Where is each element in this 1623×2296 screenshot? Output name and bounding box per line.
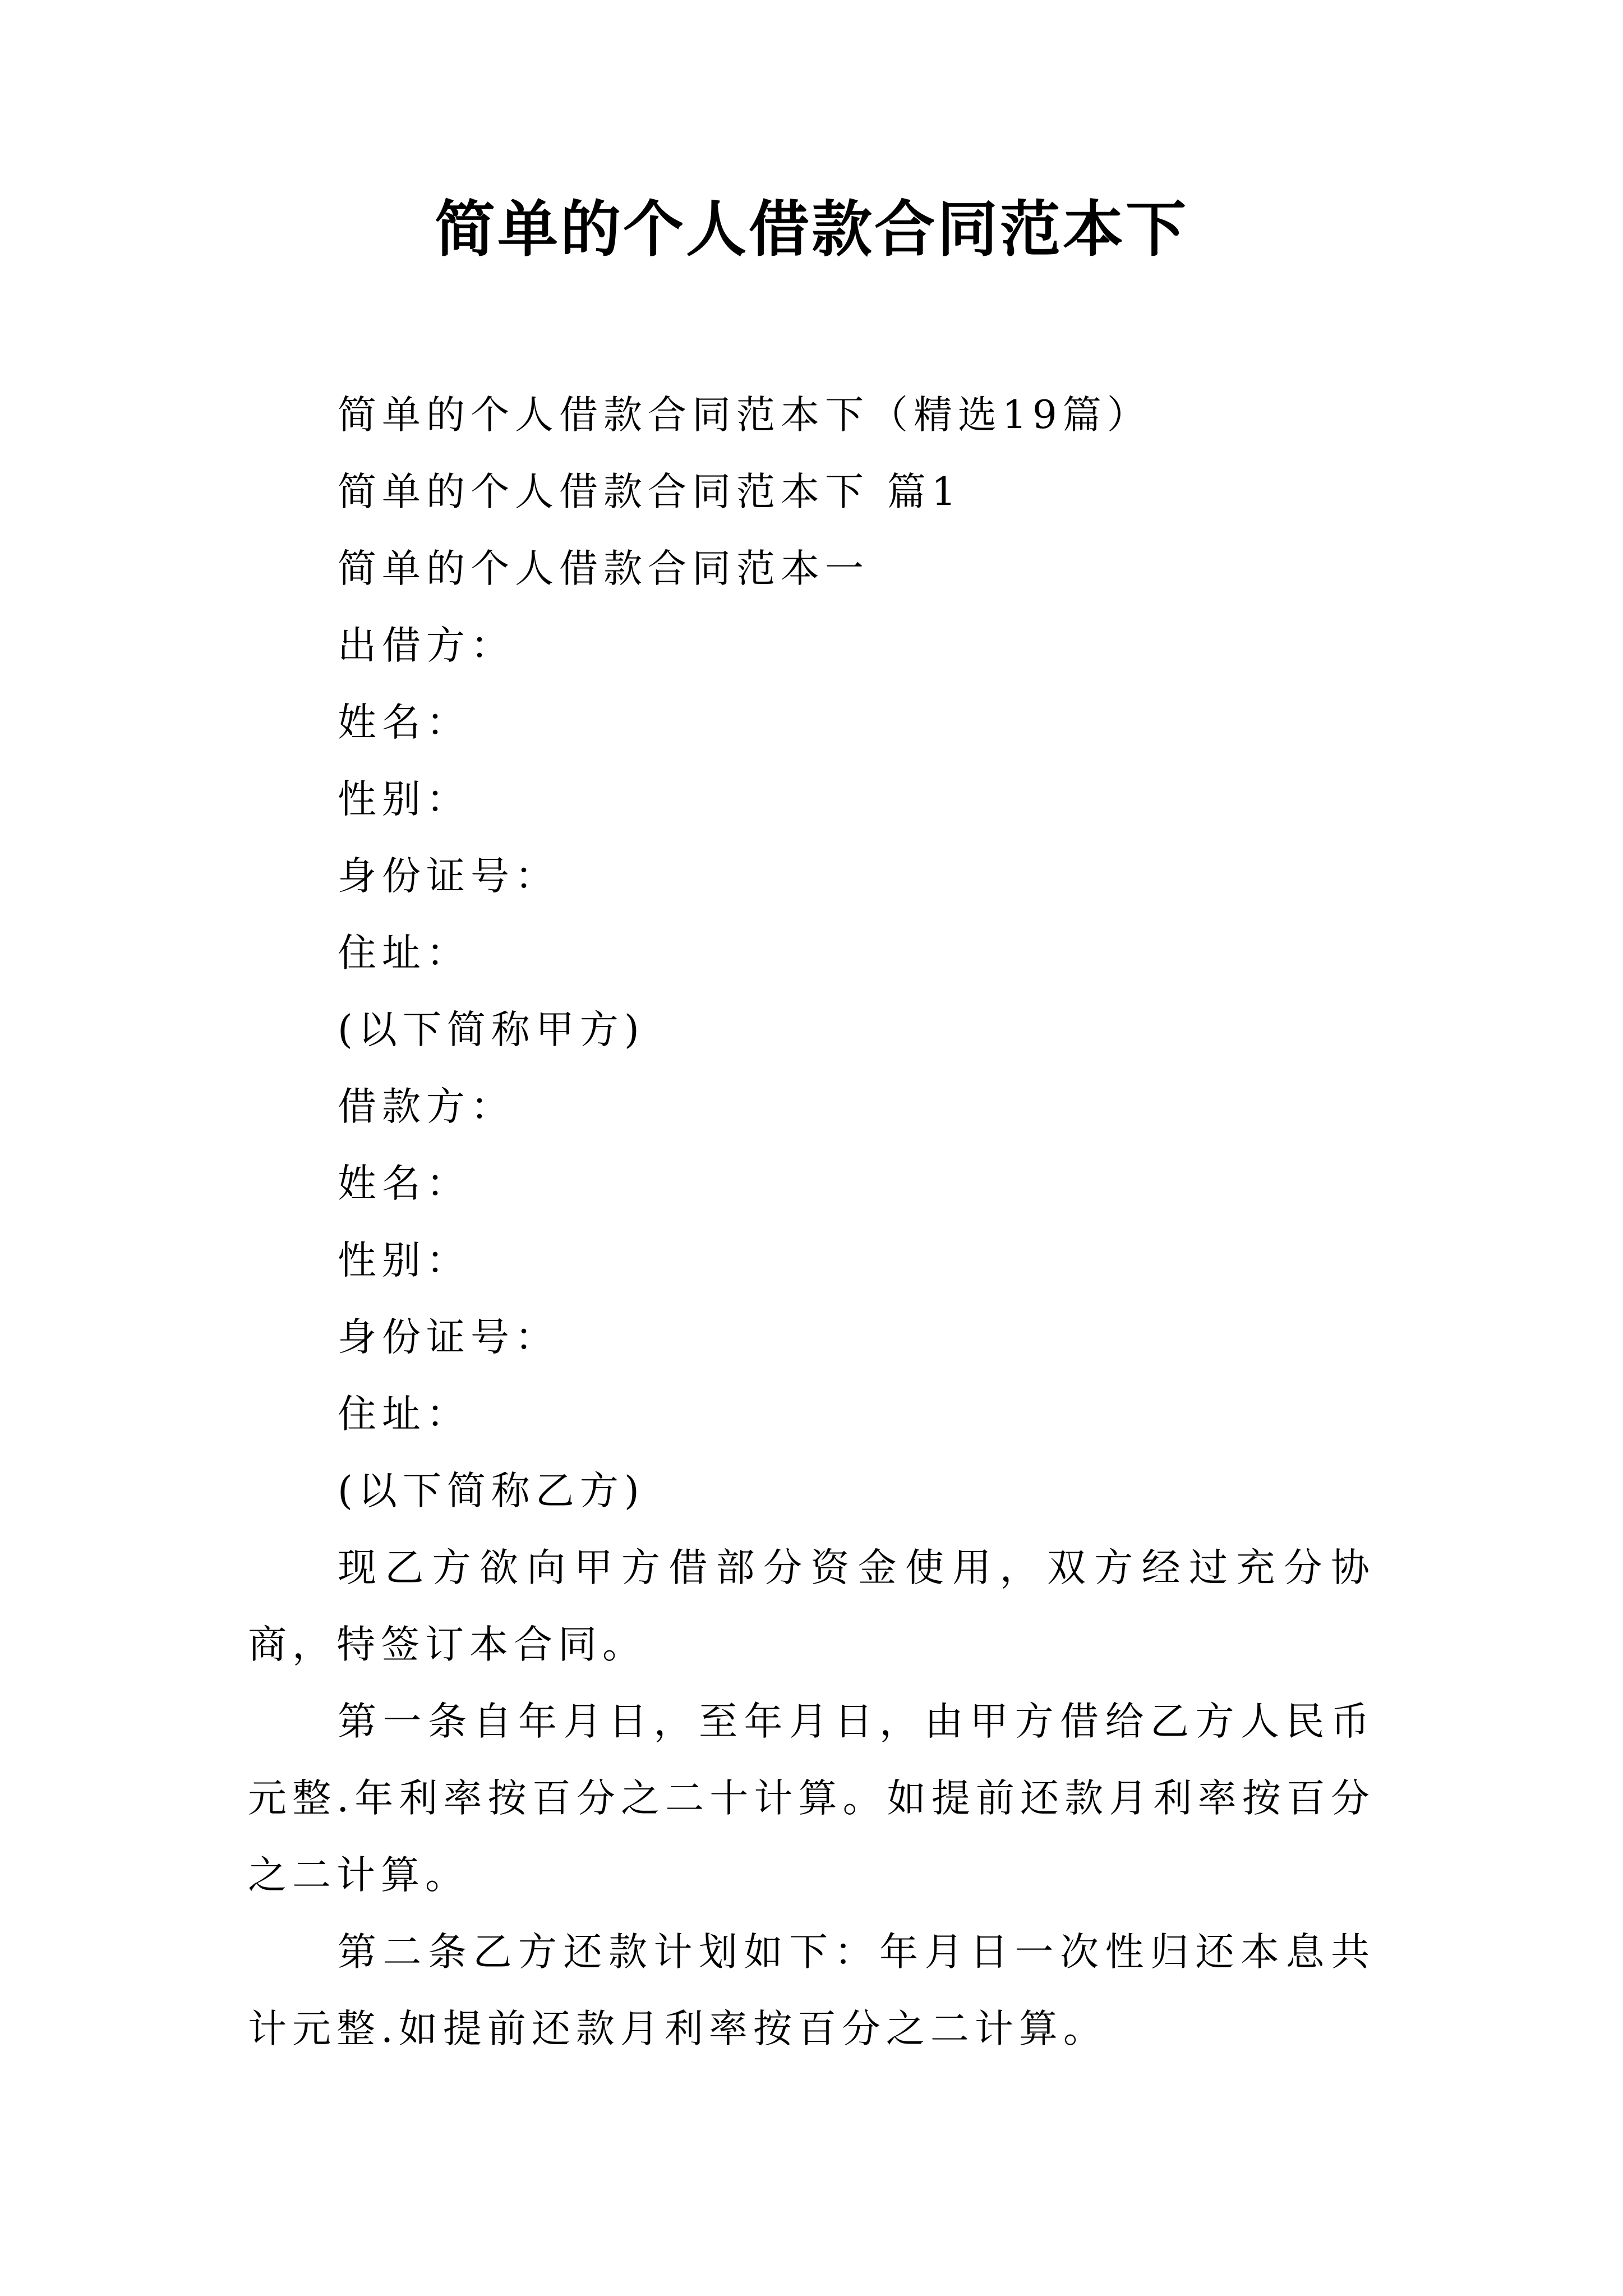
lender-id-field: 身份证号： (338, 854, 559, 899)
borrower-address-field: 住址： (338, 1392, 471, 1437)
document-title: 简单的个人借款合同范本下 (434, 195, 1188, 265)
document-body (248, 377, 1375, 2068)
lender-gender-field: 性别： (338, 777, 471, 822)
lender-name-field: 姓名： (338, 700, 471, 745)
lender-alias-note: (以下简称甲方) (338, 1007, 645, 1052)
borrower-name-field: 姓名： (338, 1161, 471, 1206)
borrower-alias-note: (以下简称乙方) (338, 1469, 645, 1513)
paragraph-contract-heading: 简单的个人借款合同范本一 (338, 546, 869, 591)
borrower-label: 借款方： (338, 1084, 515, 1129)
article-one-paragraph: 第一条自年月日，至年月日，由甲方借给乙方人民币元整.年利率按百分之二十计算。如提前还款月利率按百分之二计算。 (248, 1699, 1375, 1898)
lender-label: 出借方： (338, 623, 515, 668)
paragraph-subtitle: 简单的个人借款合同范本下（精选19篇） (338, 393, 1151, 438)
lender-address-field: 住址： (338, 931, 471, 976)
borrower-id-field: 身份证号： (338, 1315, 559, 1360)
preamble-paragraph: 现乙方欲向甲方借部分资金使用，双方经过充分协商，特签订本合同。 (248, 1545, 1375, 1667)
paragraph-section-heading: 简单的个人借款合同范本下 篇1 (338, 470, 962, 514)
borrower-gender-field: 性别： (338, 1238, 471, 1283)
article-two-paragraph: 第二条乙方还款计划如下：年月日一次性归还本息共计元整.如提前还款月利率按百分之二计算。 (248, 1930, 1375, 2051)
